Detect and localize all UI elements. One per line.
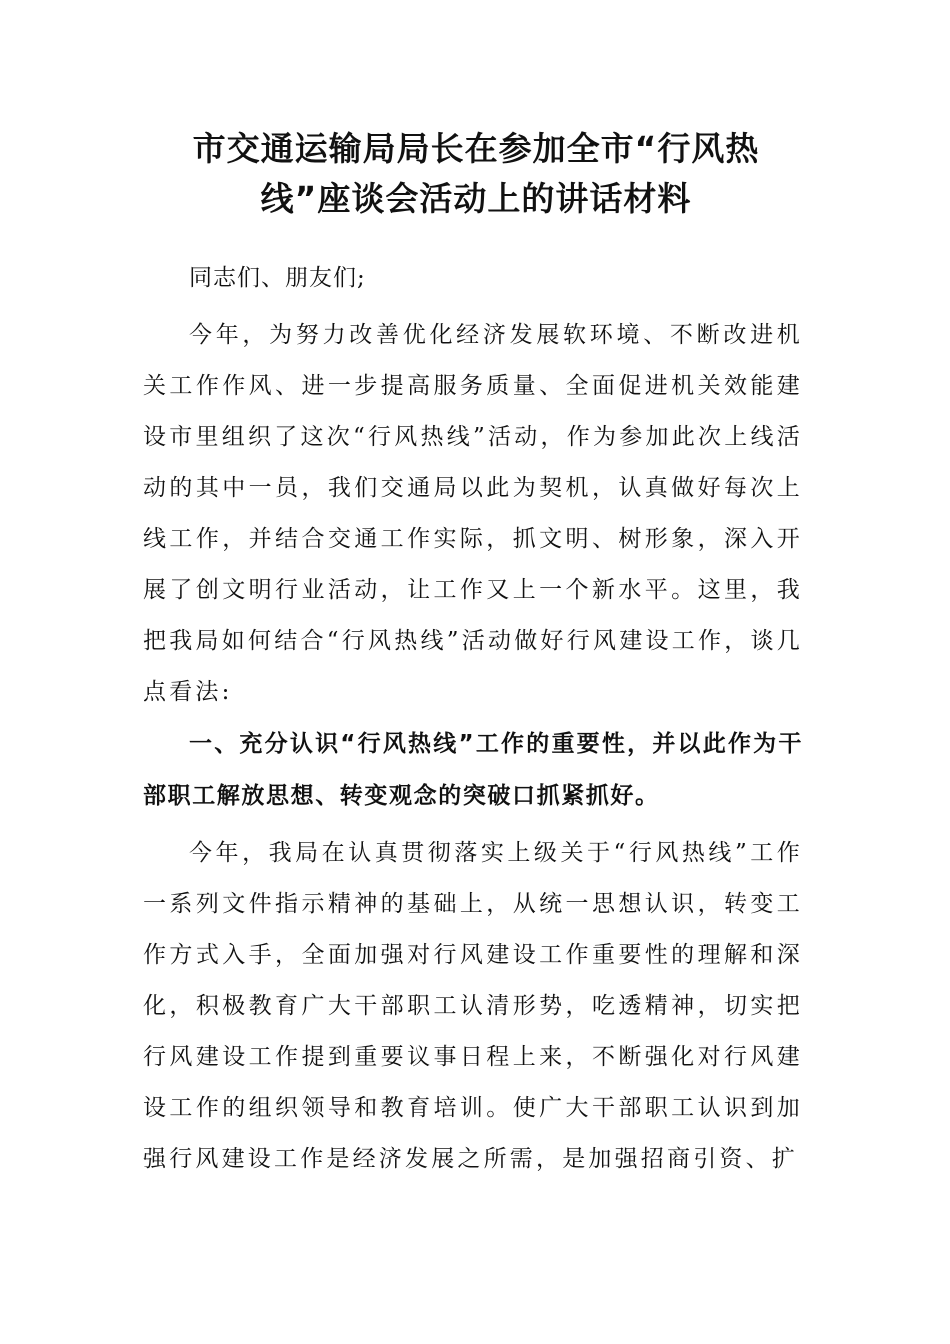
section-heading-1-container [143, 718, 803, 822]
paragraph-1: 今年，为努力改善优化经济发展软环境、不断改进机关工作作风、进一步提高服务质量、全面促进机关效能建设市里组织了这次“行风热线”活动，作为参加此次上线活动的其中一员，我们交通局以此为契机，认真做好每次上线工作，并结合交通工作实际，抓文明、树形象，深入开展了创文明行业活动，让工作又上一个新水平。这里，我把我局如何结合“行风热线”活动做好行风建设工作，谈几点看法: [143, 322, 803, 705]
document-title: 市交通运输局局长在参加全市“行风热线”座谈会活动上的讲话材料 [192, 129, 760, 218]
section-heading-1: 一、充分认识“行风热线”工作的重要性，并以此作为干部职工解放思想、转变观念的突破口抓紧抓好。 [143, 731, 803, 809]
paragraph-2-container [143, 828, 803, 1185]
paragraph-1-container [143, 310, 803, 718]
paragraph-2: 今年，我局在认真贯彻落实上级关于“行风热线”工作一系列文件指示精神的基础上，从统一思想认识，转变工作方式入手，全面加强对行风建设工作重要性的理解和深化，积极教育广大干部职工认清形势，吃透精神，切实把行风建设工作提到重要议事日程上来，不断强化对行风建设工作的组织领导和教育培训。使广大干部职工认识到加强行风建设工作是经济发展之所需，是加强招商引资、扩 [143, 840, 803, 1172]
salutation: 同志们、朋友们; [189, 265, 366, 291]
